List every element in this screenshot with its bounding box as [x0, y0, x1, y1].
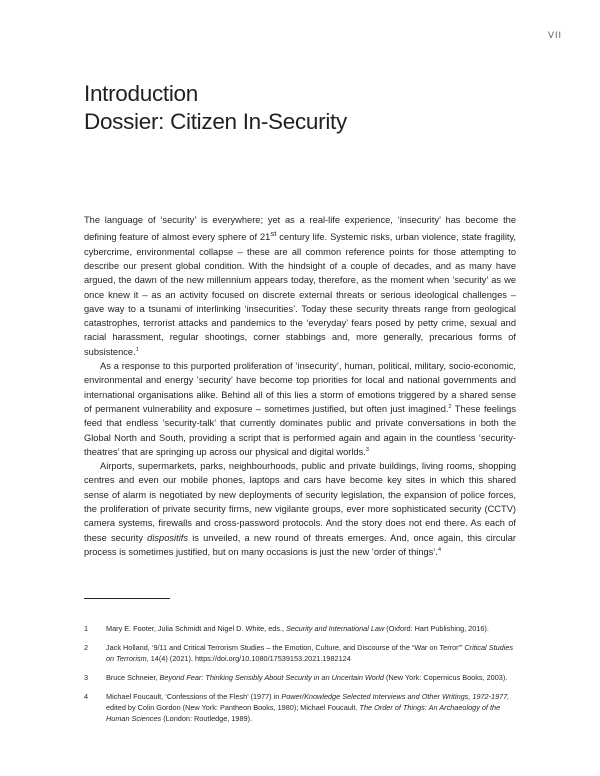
footnote-text: (London: Routledge, 1989). — [161, 714, 253, 723]
footnote-text: 14(4) (2021). https://doi.org/10.1080/17539153.2021.1982124 — [148, 654, 351, 663]
footnote-title: The Order of Things: An Archaeology of the Human Sciences — [106, 703, 501, 723]
footnote-title: Critical Studies on Terrorism, — [106, 643, 514, 663]
footnote-text: Mary E. Footer, Julia Schmidt and Nigel D. White, eds., — [106, 624, 287, 633]
paragraph-1-text-b: century life. Systemic risks, urban violence, state fragility, cybercrime, environmental collapse – these are all common reference points for those attempting to describe our present global condition. With the hindsight of a couple of decades, and as many have argued, the dawn of the new millennium appears today, therefore, as the moment when ‘security’ as we once knew it – as an activity focused on discrete external threats or serious ideological challenges – gave way to a tsunami of interlinking ‘insecurities’. Today these security threats range from geological catastrophes, terrorist attacks and pandemics to the ‘everyday’ fears posed by petty crime, sexual and racial harassment, regular shootings, corner stabbings and, more generally, precarious forms of subsistence. — [84, 232, 517, 357]
footnote-text: (New York: Copernicus Books, 2003). — [383, 673, 508, 682]
footnote-text: edited by Colin Gordon (New York: Pantheon Books, 1980); Michael Foucault. — [106, 703, 360, 712]
footnote-ref-1[interactable]: 1 — [135, 346, 139, 353]
footnote-text: Jack Holland, ‘9/11 and Critical Terrorism Studies – the Emotion, Culture, and Discourse of the “War on Terror”’ — [106, 643, 465, 652]
footnote — [84, 623, 516, 634]
page-number: VII — [547, 30, 562, 40]
footnote-number: 3 — [84, 673, 89, 682]
footnote-number: 2 — [84, 643, 89, 652]
footnote — [84, 642, 516, 664]
footnote-divider — [84, 598, 170, 599]
footnote-title: Power/Knowledge Selected Interviews and Other Writings, 1972-1977, — [281, 692, 510, 701]
paragraph-3-text-a: Airports, supermarkets, parks, neighbourhoods, public and private buildings, living rooms, shopping centres and even our mobile phones, laptops and cars have become key sites in which this shared sense of alarm is negotiated by new deployments of security legislation, the expansion of police forces, the proliferation of private security firms, new vigilante groups, ever more sophisticated security (CCTV) camera systems, firewalls and cross-password protocols. And the story does not end there. As each of these security — [84, 461, 516, 543]
paragraph-3 — [84, 459, 516, 559]
chapter-title — [84, 80, 544, 136]
superscript-ordinal: st — [270, 229, 277, 239]
footnote-ref-2[interactable]: 2 — [448, 403, 452, 410]
footnote — [84, 672, 516, 683]
title-line-dossier: Dossier: Citizen In-Security — [84, 109, 347, 134]
paragraph-2-text-a: As a response to this purported proliferation of ‘insecurity’, human, political, military, socio-economic, environmental and energy ‘security’ have become top priorities for local and national governments and international organisations alike. Behind all of this lies a storm of emotions triggered by a shared sense of permanent vulnerability and exposure – sometimes justified, but often just imagined. — [84, 361, 516, 414]
paragraph-3-emphasis: dispositifs — [147, 532, 188, 543]
paragraph-1-text-a: The language of ‘security’ is everywhere; yet as a real-life experience, ‘insecurity’ has become the defining feature of almost every sphere of 21 — [84, 215, 516, 243]
footnote-ref-3[interactable]: 3 — [365, 446, 369, 453]
footnote-text: Michael Foucault, ‘Confessions of the Flesh’ (1977) in — [106, 692, 282, 701]
footnote-number: 4 — [84, 692, 89, 701]
footnote-number: 1 — [84, 624, 89, 633]
footnote-title: Beyond Fear: Thinking Sensibly About Security in an Uncertain World — [159, 673, 384, 682]
footnote-title: Security and International Law — [286, 624, 385, 633]
body-text — [84, 213, 516, 559]
title-line-introduction: Introduction — [84, 81, 198, 106]
paragraph-2-text-b: These feelings feed that endless ‘security-talk’ that currently dominates public and private conversations in both the Global North and South, providing a script that is performed again and again in the countless ‘security-theatres’ that are springing up across our physical and digital worlds. — [84, 403, 516, 457]
footnote-ref-4[interactable]: 4 — [437, 546, 442, 553]
footnote-text: Bruce Schneier, — [106, 673, 160, 682]
paragraph-1 — [84, 213, 516, 359]
paragraph-2 — [84, 359, 516, 459]
paragraph-3-text-b: is unveiled, a new round of threats emerges. And, once again, this circular process is sometimes justified, but on many occasions is just the new ‘order of things’. — [84, 532, 516, 557]
footnote-text: (Oxford: Hart Publishing, 2016). — [384, 624, 489, 633]
footnotes — [84, 623, 516, 732]
footnote — [84, 691, 516, 724]
